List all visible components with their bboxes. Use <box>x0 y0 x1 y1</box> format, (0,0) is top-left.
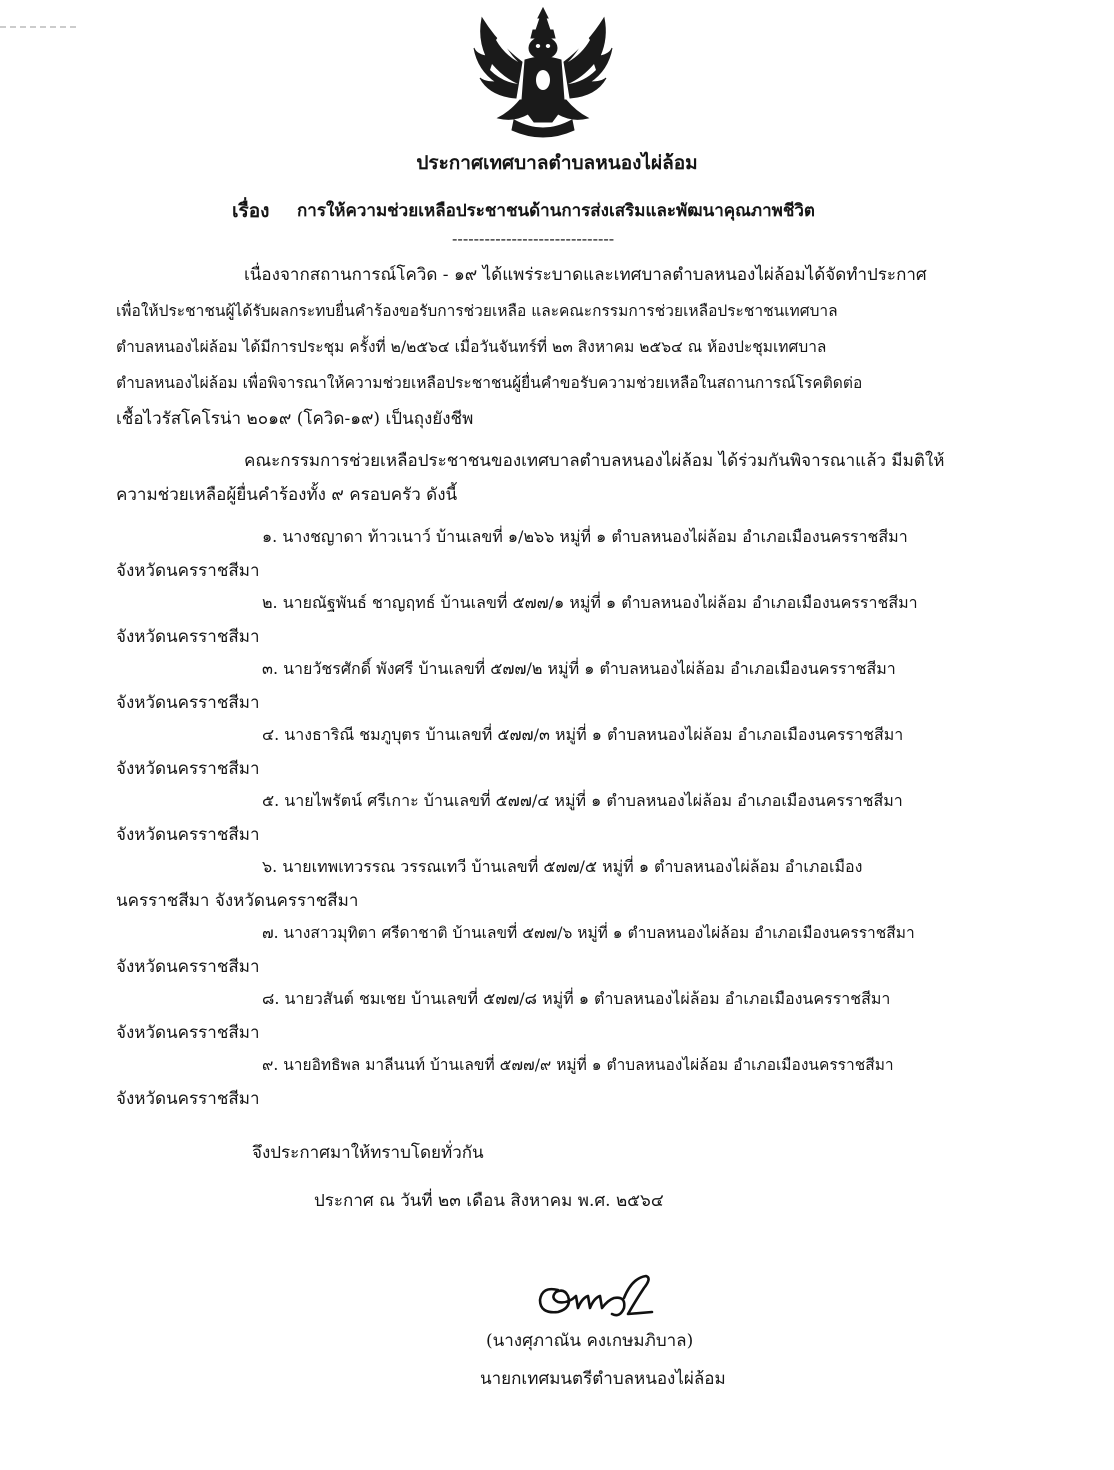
paragraph-line: เพื่อให้ประชาชนผู้ได้รับผลกระทบยื่นคำร้องขอรับการช่วยเหลือ และคณะกรรมการช่วยเหลือประชาชนเทศบาล <box>116 302 838 320</box>
paragraph-line: เชื้อไวรัสโคโรน่า ๒๐๑๙ (โควิด-๑๙) เป็นถุงยังชีพ <box>116 409 474 429</box>
signature-icon <box>528 1268 658 1328</box>
paragraph-line: ตำบลหนองไผ่ล้อม เพื่อพิจารณาให้ความช่วยเหลือประชาชนผู้ยื่นคำขอรับความช่วยเหลือในสถานการณ์โรคติดต่อ <box>116 374 863 392</box>
document-title: ประกาศเทศบาลตำบลหนองไผ่ล้อม <box>416 152 698 174</box>
paragraph-line: เนื่องจากสถานการณ์โควิด - ๑๙ ได้แพร่ระบาดและเทศบาลตำบลหนองไผ่ล้อมได้จัดทำประกาศ <box>244 265 927 285</box>
scan-mark <box>0 26 80 28</box>
closing-statement: จึงประกาศมาให้ทราบโดยทั่วกัน <box>252 1143 484 1163</box>
recipient-province: จังหวัดนครราชสีมา <box>116 1089 260 1109</box>
recipient-province: จังหวัดนครราชสีมา <box>116 693 260 713</box>
recipient-province: จังหวัดนครราชสีมา <box>116 759 260 779</box>
subject-text: การให้ความช่วยเหลือประชาชนด้านการส่งเสริมและพัฒนาคุณภาพชีวิต <box>297 201 815 221</box>
recipient-line: ๗. นางสาวมุทิตา ศรีดาชาติ บ้านเลขที่ ๕๗๗/๖ หมู่ที่ ๑ ตำบลหนองไผ่ล้อม อำเภอเมืองนครราชสีมา <box>262 924 915 942</box>
recipient-line: ๓. นายวัชรศักดิ์ พังศรี บ้านเลขที่ ๕๗๗/๒ หมู่ที่ ๑ ตำบลหนองไผ่ล้อม อำเภอเมืองนครราชสีมา <box>262 659 896 678</box>
recipient-province: จังหวัดนครราชสีมา <box>116 957 260 977</box>
recipient-line: ๑. นางชญาดา ท้าวเนาว์ บ้านเลขที่ ๑/๒๖๖ หมู่ที่ ๑ ตำบลหนองไผ่ล้อม อำเภอเมืองนครราชสีมา <box>262 527 908 546</box>
paragraph-line: ตำบลหนองไผ่ล้อม ได้มีการประชุม ครั้งที่ ๒/๒๕๖๔ เมื่อวันจันทร์ที่ ๒๓ สิงหาคม ๒๕๖๔ ณ ห้องปะชุมเทศบาล <box>116 338 827 356</box>
separator-line: ------------------------------ <box>452 229 615 248</box>
recipient-line: ๕. นายไพรัตน์ ศรีเกาะ บ้านเลขที่ ๕๗๗/๔ หมู่ที่ ๑ ตำบลหนองไผ่ล้อม อำเภอเมืองนครราชสีมา <box>262 791 903 810</box>
subject-label: เรื่อง <box>232 200 270 222</box>
recipient-province: จังหวัดนครราชสีมา <box>116 627 260 647</box>
recipient-line: ๘. นายวสันต์ ชมเชย บ้านเลขที่ ๕๗๗/๘ หมู่ที่ ๑ ตำบลหนองไผ่ล้อม อำเภอเมืองนครราชสีมา <box>262 989 891 1008</box>
signer-position: นายกเทศมนตรีตำบลหนองไผ่ล้อม <box>480 1369 726 1389</box>
paragraph-line: ความช่วยเหลือผู้ยื่นคำร้องทั้ง ๙ ครอบครัว ดังนี้ <box>116 485 458 505</box>
announcement-date: ประกาศ ณ วันที่ ๒๓ เดือน สิงหาคม พ.ศ. ๒๕๖๔ <box>314 1191 664 1211</box>
recipient-province: จังหวัดนครราชสีมา <box>116 561 260 581</box>
garuda-emblem-icon <box>470 4 616 146</box>
recipient-province: จังหวัดนครราชสีมา <box>116 1023 260 1043</box>
recipient-province: นครราชสีมา จังหวัดนครราชสีมา <box>116 891 359 911</box>
recipient-line: ๙. นายอิทธิพล มาลีนนท์ บ้านเลขที่ ๕๗๗/๙ หมู่ที่ ๑ ตำบลหนองไผ่ล้อม อำเภอเมืองนครราชสีมา <box>262 1056 894 1074</box>
recipient-line: ๖. นายเทพเทวรรณ วรรณเทวี บ้านเลขที่ ๕๗๗/๕ หมู่ที่ ๑ ตำบลหนองไผ่ล้อม อำเภอเมือง <box>262 857 863 876</box>
signer-name: (นางศุภาณัน คงเกษมภิบาล) <box>486 1331 694 1351</box>
recipient-line: ๔. นางธาริณี ชมภูบุตร บ้านเลขที่ ๕๗๗/๓ หมู่ที่ ๑ ตำบลหนองไผ่ล้อม อำเภอเมืองนครราชสีมา <box>262 725 904 744</box>
recipient-province: จังหวัดนครราชสีมา <box>116 825 260 845</box>
recipient-line: ๒. นายณัฐพันธ์ ชาญฤทธ์ บ้านเลขที่ ๕๗๗/๑ หมู่ที่ ๑ ตำบลหนองไผ่ล้อม อำเภอเมืองนครราชสีมา <box>262 593 918 612</box>
paragraph-line: คณะกรรมการช่วยเหลือประชาชนของเทศบาลตำบลหนองไผ่ล้อม ได้ร่วมกันพิจารณาแล้ว มีมติให้ <box>244 451 945 471</box>
